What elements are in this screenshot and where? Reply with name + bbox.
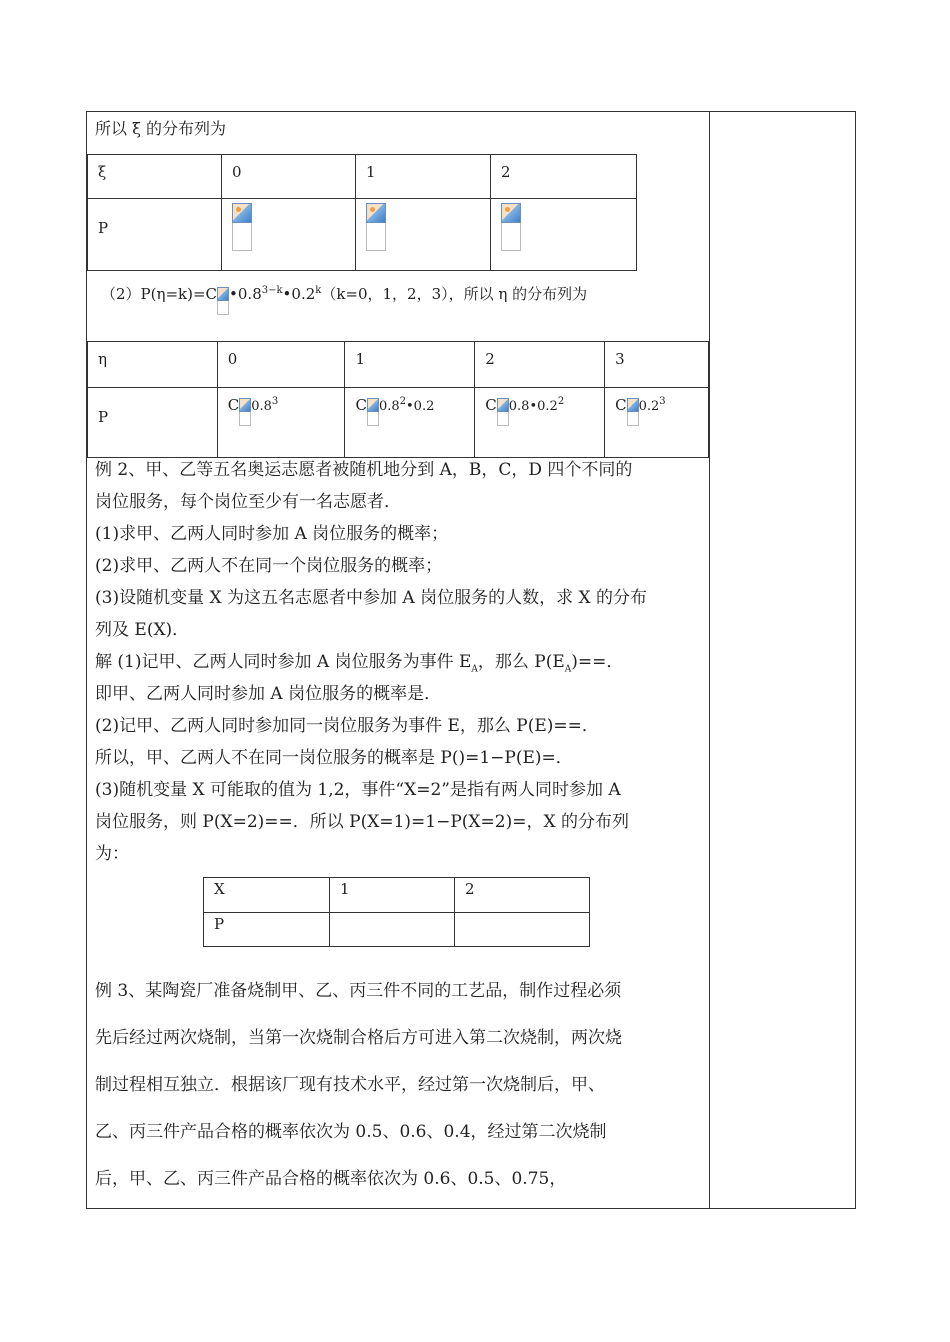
broken-image-icon (217, 287, 229, 317)
example2-line: 岗位服务，每个岗位至少有一名志愿者． (95, 492, 401, 512)
example2-line: (3)设随机变量 X 为这五名志愿者中参加 A 岗位服务的人数，求 X 的分布 (95, 588, 647, 608)
example3-line: 例 3、某陶瓷厂准备烧制甲、乙、丙三件不同的工艺品，制作过程必须 (95, 981, 622, 1001)
x-distribution-table (203, 877, 590, 947)
example3-line: 先后经过两次烧制，当第一次烧制合格后方可进入第二次烧制，两次烧 (95, 1028, 622, 1048)
broken-image-icon (627, 398, 639, 428)
main-column (87, 112, 709, 1208)
xi-prob-cell (356, 199, 491, 271)
eta-header-cell: 3 (605, 342, 709, 388)
x-header-cell: 1 (330, 878, 455, 913)
xi-header-cell: 0 (222, 155, 356, 199)
eta-formula: （2）P(η=k)=C $•0.8^{3-k}•0.2^k(k=0$，1，2，3），所以 η 的分布列为 (101, 280, 587, 317)
x-row-label: P (204, 913, 330, 947)
example3-line: 后，甲、乙、丙三件产品合格的概率依次为 0.6、0.5、0.75， (95, 1169, 567, 1189)
x-header-cell: 2 (455, 878, 590, 913)
eta-distribution-table (87, 341, 709, 458)
xi-row-label: P (88, 199, 222, 271)
example2-line: 为： (95, 844, 129, 864)
x-prob-cell (330, 913, 455, 947)
example2-line: 例 2、甲、乙等五名奥运志愿者被随机地分到 A，B，C，D 四个不同的 (95, 460, 633, 480)
example2-line: (3)随机变量 X 可能取的值为 1,2，事件“X=2”是指有两人同时参加 A (95, 780, 621, 800)
eta-row-label: P (88, 388, 218, 458)
eta-prob-cell: C $0.2^3$ (605, 388, 709, 458)
xi-header-cell: 2 (491, 155, 637, 199)
eta-prob-cell: C $0.8^2•0.2$ (345, 388, 475, 458)
broken-image-icon (366, 203, 388, 253)
column-divider (709, 112, 710, 1208)
example2-line: (1)求甲、乙两人同时参加 A 岗位服务的概率； (95, 524, 449, 544)
xi-header-cell: ξ (88, 155, 222, 199)
example3-line: 制过程相互独立．根据该厂现有技术水平，经过第一次烧制后，甲、 (95, 1075, 605, 1095)
eta-header-cell: η (88, 342, 218, 388)
eta-header-cell: 2 (475, 342, 605, 388)
xi-header-cell: 1 (356, 155, 491, 199)
broken-image-icon (497, 398, 509, 428)
document-frame (86, 111, 856, 1209)
x-header-cell: X (204, 878, 330, 913)
example3-line: 乙、丙三件产品合格的概率依次为 0.5、0.6、0.4，经过第二次烧制 (95, 1122, 607, 1142)
eta-header-cell: 1 (345, 342, 475, 388)
example2-line: 所以，甲、乙两人不在同一岗位服务的概率是 P()=1−P(E)=． (95, 748, 573, 768)
example2-line: 即甲、乙两人同时参加 A 岗位服务的概率是． (95, 684, 442, 704)
eta-header-cell: 0 (217, 342, 345, 388)
broken-image-icon (367, 398, 379, 428)
broken-image-icon (232, 203, 254, 253)
broken-image-icon (501, 203, 523, 253)
eta-prob-cell: C $0.8^3$ (217, 388, 345, 458)
example2-line: (2)记甲、乙两人同时参加同一岗位服务为事件 E，那么 P(E)==． (95, 716, 599, 736)
example2-line: 岗位服务，则 P(X=2)==．所以 P(X=1)=1−P(X=2)=，X 的分布列 (95, 812, 629, 832)
xi-prob-cell (491, 199, 637, 271)
x-prob-cell (455, 913, 590, 947)
xi-prob-cell (222, 199, 356, 271)
example2-solution-line: 解 (1)记甲、乙两人同时参加 A 岗位服务为事件 $E_A$，那么 $P(E_A)==$． (95, 652, 624, 675)
xi-distribution-table (87, 154, 637, 271)
broken-image-icon (239, 398, 251, 428)
eta-prob-cell: C $0.8•0.2^2$ (475, 388, 605, 458)
intro-text: 所以 ξ 的分布列为 (95, 119, 226, 138)
example2-line: (2)求甲、乙两人不在同一个岗位服务的概率； (95, 556, 443, 576)
example2-line: 列及 E(X)． (95, 620, 190, 640)
